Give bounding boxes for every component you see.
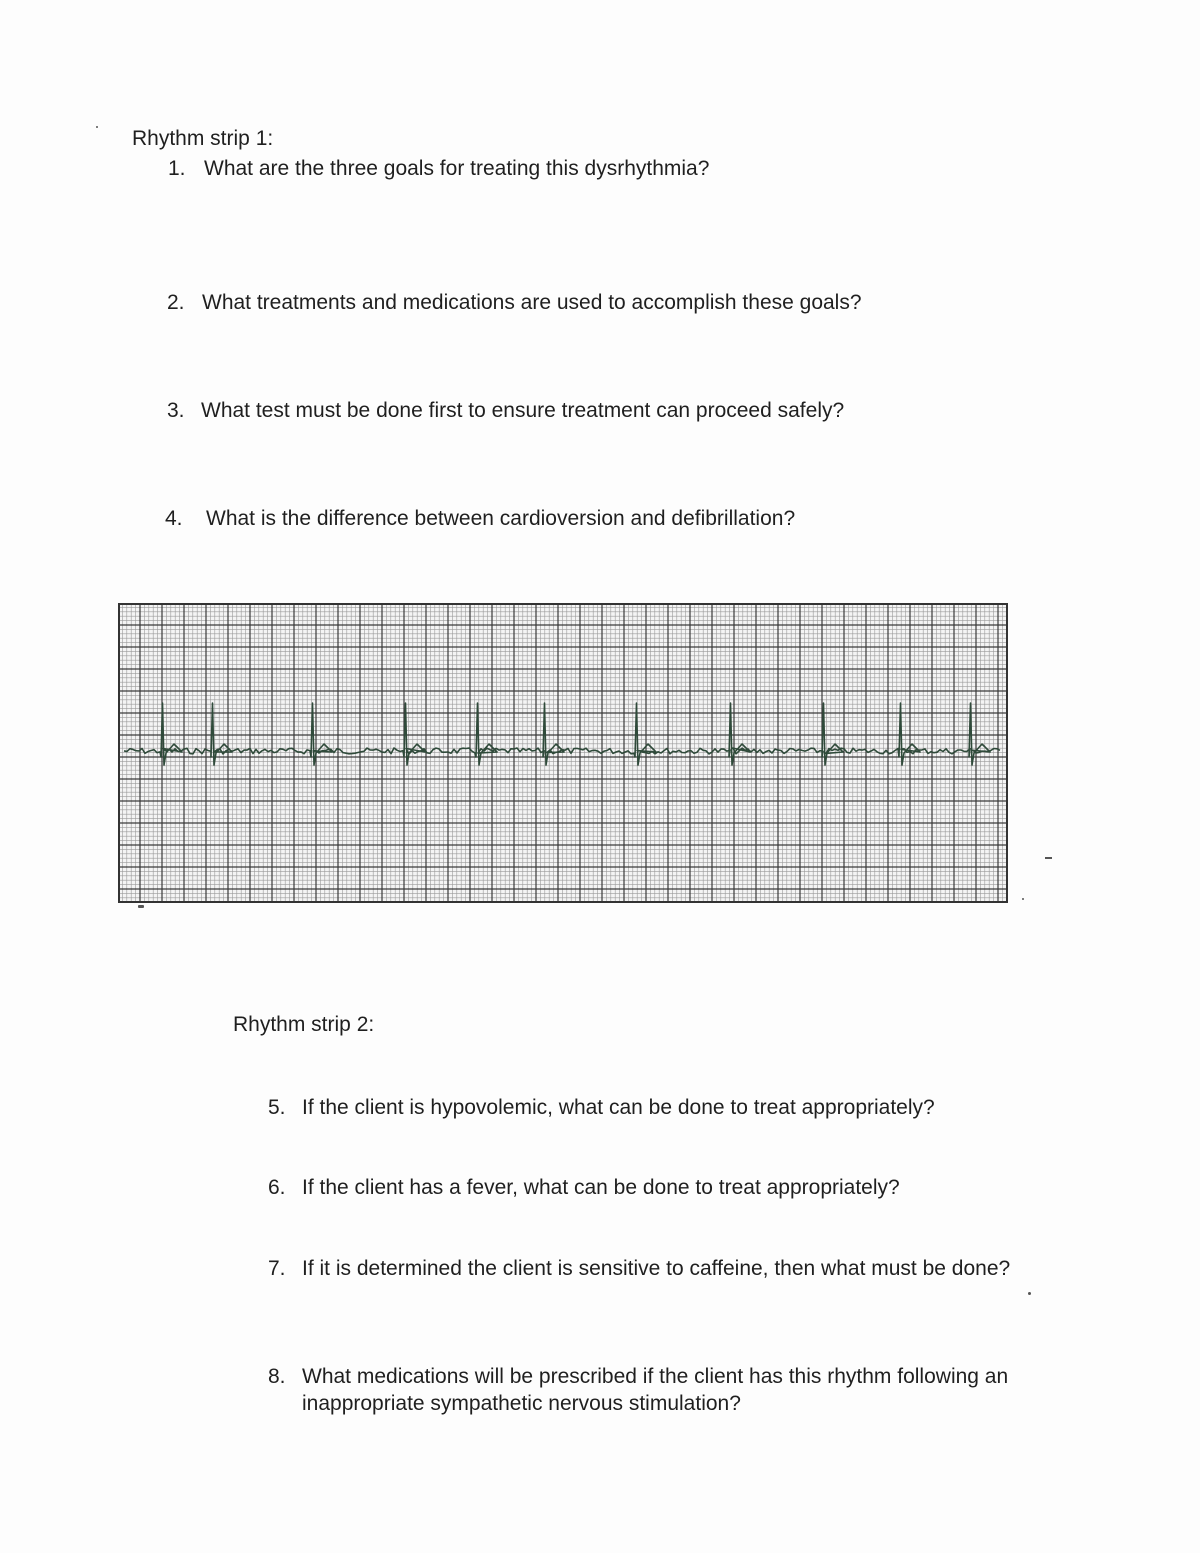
ecg-rhythm-strip [118, 603, 1008, 903]
rhythm-strip-1-heading: Rhythm strip 1: [132, 127, 274, 150]
question-text: What medications will be prescribed if the client has this rhythm following an inappropriate sympathetic nervous stimulation? [302, 1365, 1009, 1415]
question-6 [268, 1174, 1128, 1201]
scan-speck [138, 905, 144, 908]
ecg-strip-graphic [118, 603, 1008, 903]
scan-speck [1022, 898, 1024, 900]
question-5 [268, 1094, 1128, 1121]
question-number: 2. [167, 291, 185, 314]
scan-speck [96, 126, 98, 128]
question-number: 6. [268, 1176, 286, 1199]
question-text: What test must be done first to ensure treatment can proceed safely? [201, 399, 845, 422]
scan-speck [1045, 857, 1052, 859]
question-number: 7. [268, 1257, 286, 1280]
question-number: 5. [268, 1096, 286, 1119]
question-3 [167, 397, 1067, 424]
question-number: 1. [168, 157, 186, 180]
question-text: If the client is hypovolemic, what can be done to treat appropriately? [302, 1096, 935, 1119]
question-number: 4. [165, 507, 183, 530]
question-4 [165, 505, 1065, 532]
rhythm-strip-2-heading: Rhythm strip 2: [233, 1013, 375, 1036]
question-number: 3. [167, 399, 185, 422]
question-1 [168, 155, 1068, 182]
question-number: 8. [268, 1365, 286, 1388]
question-text: What are the three goals for treating this dysrhythmia? [204, 157, 710, 180]
question-7 [268, 1255, 1048, 1282]
question-8 [268, 1363, 1088, 1417]
question-text: If it is determined the client is sensitive to caffeine, then what must be done? [302, 1257, 1011, 1280]
question-text: If the client has a fever, what can be done to treat appropriately? [302, 1176, 900, 1199]
question-2 [167, 289, 1067, 316]
question-text: What treatments and medications are used to accomplish these goals? [202, 291, 862, 314]
question-text: What is the difference between cardioversion and defibrillation? [206, 507, 796, 530]
scan-speck [1028, 1292, 1031, 1295]
